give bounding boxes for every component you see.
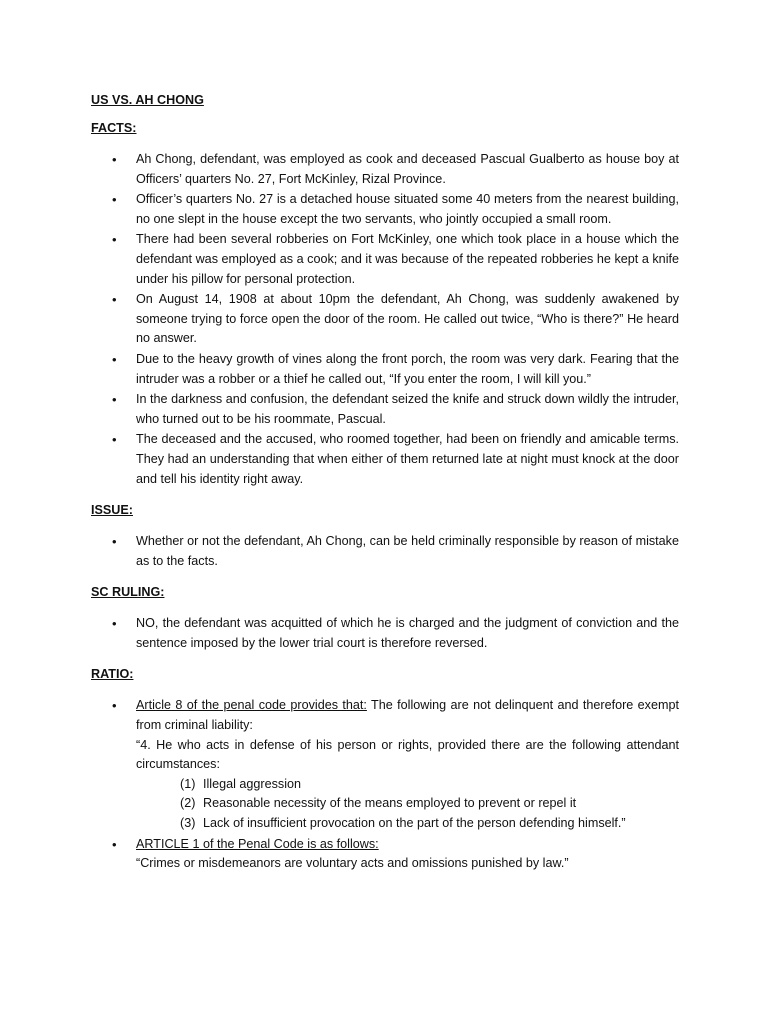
issue-list <box>91 532 679 571</box>
enum-text: Illegal aggression <box>203 776 302 791</box>
document-title: US VS. AH CHONG <box>91 93 204 107</box>
ruling-item <box>91 614 679 653</box>
facts-item <box>91 150 679 189</box>
facts-item <box>91 190 679 229</box>
ratio-item-article1 <box>91 835 679 874</box>
bullet-icon: • <box>112 232 117 248</box>
bullet-icon: • <box>112 836 117 852</box>
facts-item-text: There had been several robberies on Fort McKinley, one which took place in a house which the defendant was employed as a cook; and it was because of the repeated robberies he kept a knife under his pillow for personal protection. <box>136 232 679 286</box>
ruling-heading: SC RULING: <box>91 585 165 600</box>
facts-item-text: Ah Chong, defendant, was employed as cook and deceased Pascual Gualberto as house boy at Officers’ quarters No. 27, Fort McKinley, Rizal Province. <box>136 152 679 186</box>
facts-item <box>91 230 679 289</box>
bullet-icon: • <box>112 152 117 167</box>
enum-text: Reasonable necessity of the means employed to prevent or repel it <box>203 796 577 811</box>
bullet-icon: • <box>112 534 117 550</box>
ruling-list <box>91 614 679 653</box>
issue-heading: ISSUE: <box>91 503 133 518</box>
article1-quote: “Crimes or misdemeanors are voluntary acts and omissions punished by law.” <box>136 856 569 871</box>
facts-item-text: On August 14, 1908 at about 10pm the defendant, Ah Chong, was suddenly awakened by someone trying to force open the door of the room. He called out twice, “Who is there?” He heard no answer. <box>136 292 679 346</box>
document-body <box>91 91 679 875</box>
facts-item-text: The deceased and the accused, who roomed together, had been on friendly and amicable terms. They had an understanding that when either of them returned late at night must knock at the door and tell his identity right away. <box>136 432 679 486</box>
bullet-icon: • <box>112 616 117 632</box>
enum-number: (1) <box>180 776 196 791</box>
facts-item <box>91 350 679 389</box>
facts-item <box>91 290 679 349</box>
article1-lead: ARTICLE 1 of the Penal Code is as follows: <box>136 836 379 851</box>
issue-item-text: Whether or not the defendant, Ah Chong, can be held criminally responsible by reason of mistake as to the facts. <box>136 534 679 568</box>
issue-item <box>91 532 679 571</box>
article8-enum-item <box>136 814 679 834</box>
ratio-item-article8 <box>91 696 679 833</box>
bullet-icon: • <box>112 192 117 208</box>
facts-heading: FACTS: <box>91 121 137 135</box>
article8-enum-item <box>136 775 679 795</box>
bullet-icon: • <box>112 292 117 308</box>
enum-text: Lack of insufficient provocation on the part of the person defending himself.” <box>203 816 626 831</box>
facts-item-text: Due to the heavy growth of vines along the front porch, the room was very dark. Fearing that the intruder was a robber or a thief he called out, “If you enter the room, I will kill you.” <box>136 351 679 386</box>
bullet-icon: • <box>112 432 117 448</box>
article8-lead: Article 8 of the penal code provides that: <box>136 698 367 713</box>
facts-item-text: Officer’s quarters No. 27 is a detached house situated some 40 meters from the nearest building, no one slept in the house except the two servants, who jointly occupied a small room. <box>136 192 679 226</box>
enum-number: (2) <box>180 796 196 811</box>
bullet-icon: • <box>112 392 117 408</box>
article8-text: The following are not delinquent and therefore exempt from criminal liability: <box>136 698 679 733</box>
bullet-icon: • <box>112 351 117 367</box>
enum-number: (3) <box>180 816 196 831</box>
facts-item <box>91 390 679 429</box>
ruling-item-text: NO, the defendant was acquitted of which he is charged and the judgment of conviction and the sentence imposed by the lower trial court is therefore reversed. <box>136 616 679 650</box>
ratio-heading: RATIO: <box>91 667 134 682</box>
facts-item-text: In the darkness and confusion, the defendant seized the knife and struck down wildly the intruder, who turned out to be his roommate, Pascual. <box>136 392 679 426</box>
bullet-icon: • <box>112 698 117 714</box>
facts-item <box>91 430 679 489</box>
ratio-list <box>91 696 679 873</box>
facts-list <box>91 150 679 489</box>
article8-quote: “4. He who acts in defense of his person or rights, provided there are the following attendant circumstances: <box>136 737 679 772</box>
article8-enum-item <box>136 794 679 814</box>
